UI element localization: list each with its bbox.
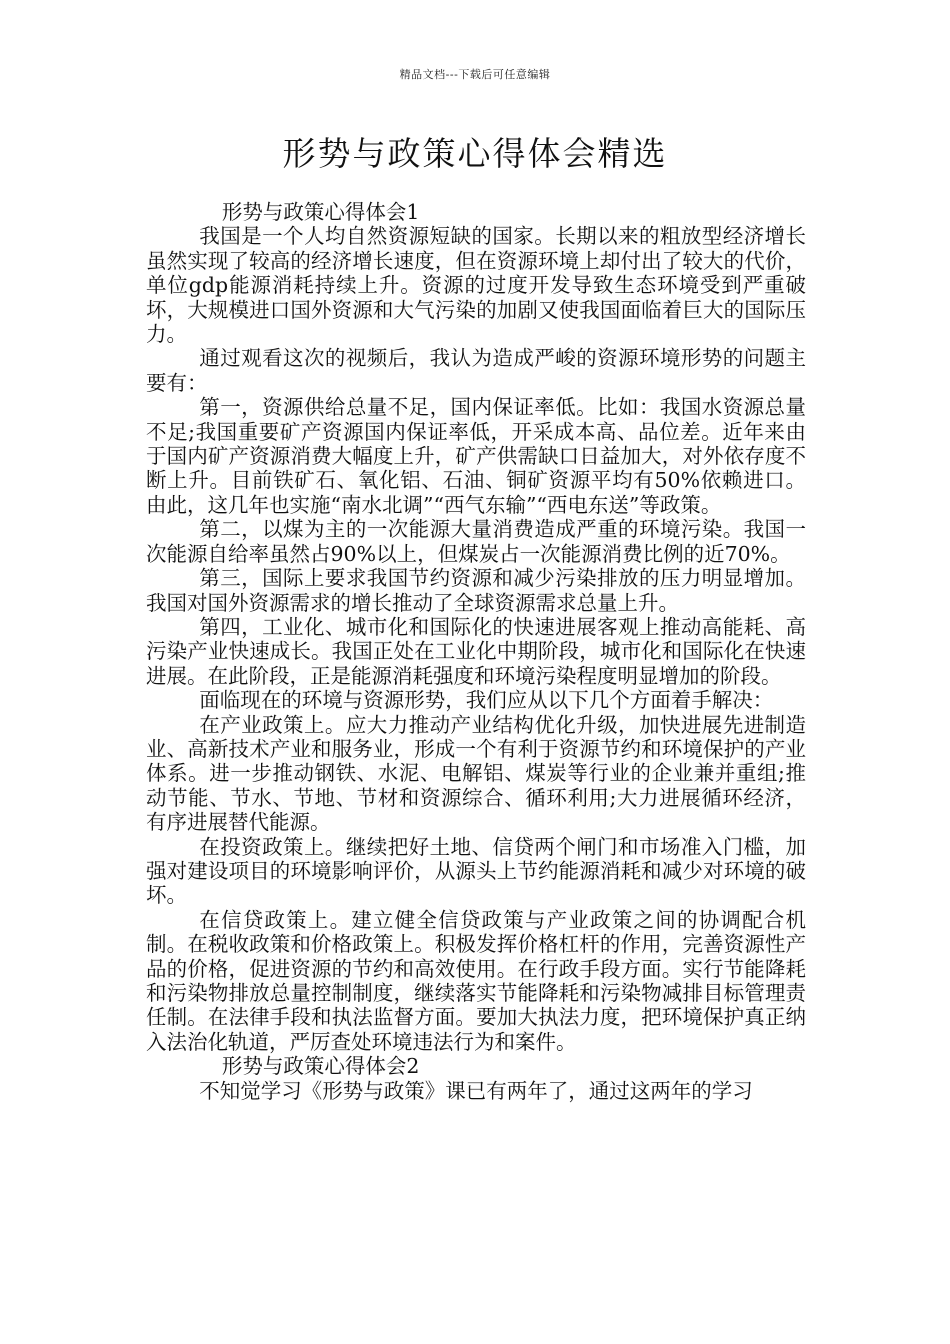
paragraph: 面临现在的环境与资源形势，我们应从以下几个方面着手解决：: [199, 688, 774, 713]
section-heading: 形势与政策心得体会1: [221, 200, 420, 224]
paragraph: 在产业政策上。应大力推动产业结构优化升级，加快进展先进制造业、高新技术产业和服务业，形成一个有利于资源节约和环境保护的产业体系。进一步推动钢铁、水泥、电解铝、煤炭等行业的企业兼并重组;推动节能、节水、节地、节材和资源综合、循环利用;大力进展循环经济，有序进展替代能源。: [146, 712, 806, 835]
paragraph: 第一，资源供给总量不足，国内保证率低。比如：我国水资源总量不足;我国重要矿产资源国内保证率低，开采成本高、品位差。近年来由于国内矿产资源消费大幅度上升，矿产供需缺口日益加大，对外依存度不断上升。目前铁矿石、氧化铝、石油、铜矿资源平均有50%依赖进口。由此，这几年也实施“南水北调”“西气东输”“西电东送”等政策。: [146, 395, 806, 517]
paragraph: 不知觉学习《形势与政策》课已有两年了，通过这两年的学习: [199, 1078, 753, 1103]
paragraph: 第三，国际上要求我国节约资源和减少污染排放的压力明显增加。我国对国外资源需求的增长推动了全球资源需求总量上升。: [146, 566, 806, 615]
paragraph: 第四，工业化、城市化和国际化的快速进展客观上推动高能耗、高污染产业快速成长。我国正处在工业化中期阶段，城市化和国际化在快速进展。在此阶段，正是能源消耗强度和环境污染程度明显增加的阶段。: [146, 614, 806, 688]
section-heading: 形势与政策心得体会2: [221, 1054, 420, 1079]
paragraph: 在投资政策上。继续把好土地、信贷两个闸门和市场准入门槛，加强对建设项目的环境影响评价，从源头上节约能源消耗和减少对环境的破坏。: [146, 834, 806, 908]
document-body: [146, 200, 806, 1103]
paragraph: 第二，以煤为主的一次能源大量消费造成严重的环境污染。我国一次能源自给率虽然占90%以上，但煤炭占一次能源消费比例的近70%。: [146, 517, 806, 566]
paragraph: 我国是一个人均自然资源短缺的国家。长期以来的粗放型经济增长虽然实现了较高的经济增长速度，但在资源环境上却付出了较大的代价，单位gdp能源消耗持续上升。资源的过度开发导致生态环境受到严重破坏，大规模进口国外资源和大气污染的加剧又使我国面临着巨大的国际压力。: [146, 224, 806, 347]
document-title: 形势与政策心得体会精选: [282, 134, 668, 173]
paragraph: 在信贷政策上。建立健全信贷政策与产业政策之间的协调配合机制。在税收政策和价格政策上。积极发挥价格杠杆的作用，完善资源性产品的价格，促进资源的节约和高效使用。在行政手段方面。实行节能降耗和污染物排放总量控制制度，继续落实节能降耗和污染物减排目标管理责任制。在法律手段和执法监督方面。要加大执法力度，把环境保护真正纳入法治化轨道，严厉查处环境违法行为和案件。: [146, 907, 806, 1054]
page-header: 精品文档---下载后可任意编辑: [399, 68, 551, 81]
paragraph: 通过观看这次的视频后，我认为造成严峻的资源环境形势的问题主要有：: [146, 346, 806, 395]
